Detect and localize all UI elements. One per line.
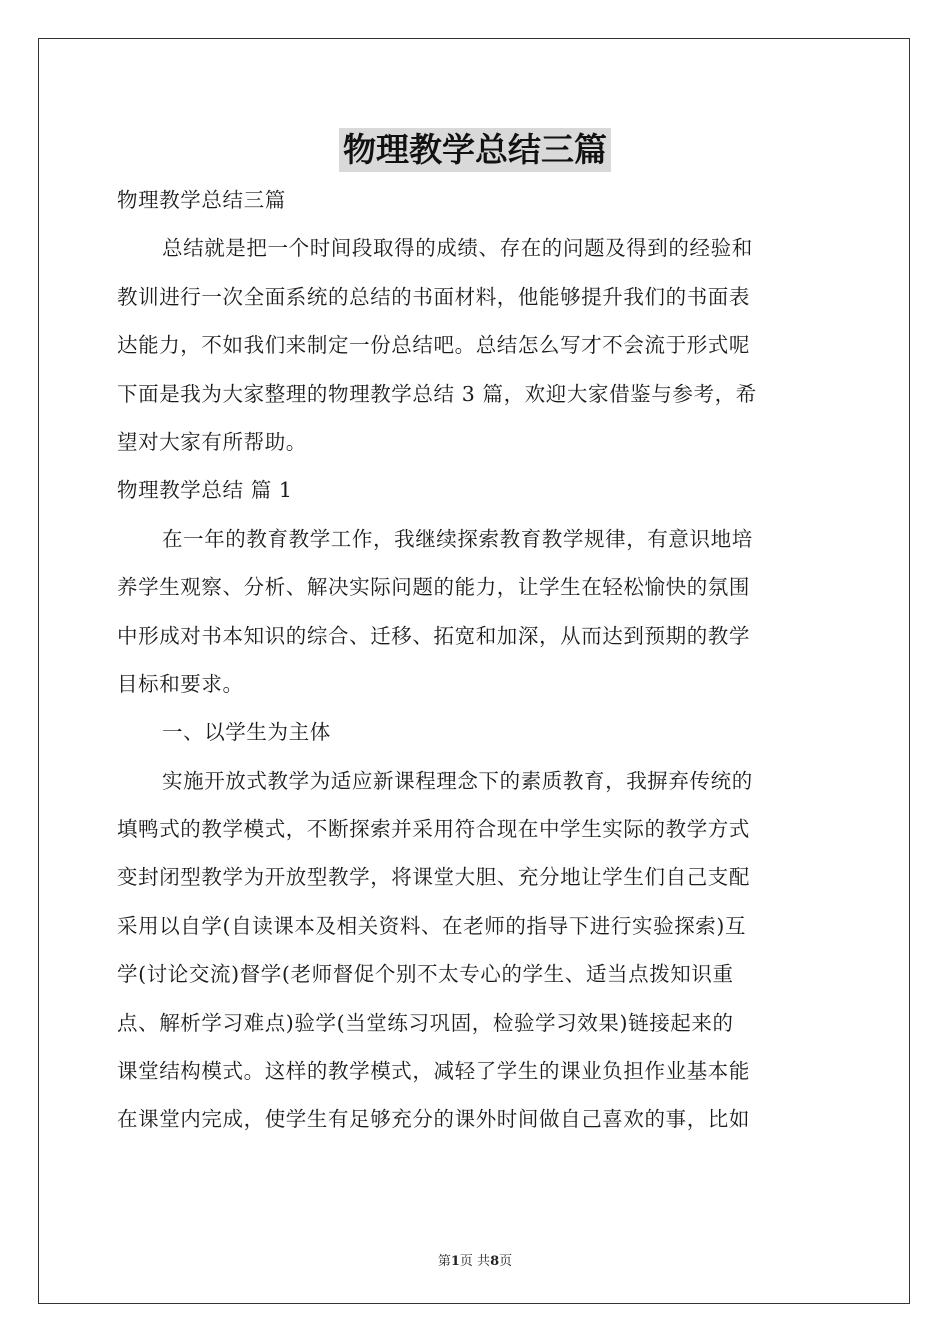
footer-prefix: 第 bbox=[437, 1254, 451, 1269]
document-title: 物理教学总结三篇 bbox=[339, 128, 611, 172]
page-footer bbox=[0, 1250, 950, 1269]
paragraph-line: 达能力，不如我们来制定一份总结吧。总结怎么写才不会流于形式呢 bbox=[117, 333, 750, 358]
paragraph-line: 在课堂内完成，使学生有足够充分的课外时间做自己喜欢的事，比如 bbox=[117, 1107, 750, 1132]
footer-suffix: 页 bbox=[499, 1254, 513, 1269]
footer-mid: 页 共 bbox=[459, 1254, 491, 1269]
section-heading: 物理教学总结 篇 1 bbox=[117, 478, 293, 503]
paragraph-line: 课堂结构模式。这样的教学模式，减轻了学生的课业负担作业基本能 bbox=[117, 1059, 750, 1084]
paragraph-line: 养学生观察、分析、解决实际问题的能力，让学生在轻松愉快的氛围 bbox=[117, 575, 750, 600]
subsection-heading: 一、以学生为主体 bbox=[162, 720, 331, 745]
paragraph-line: 总结就是把一个时间段取得的成绩、存在的问题及得到的经验和 bbox=[162, 236, 753, 261]
paragraph-line: 填鸭式的教学模式，不断探索并采用符合现在中学生实际的教学方式 bbox=[117, 817, 750, 842]
paragraph-line: 学(讨论交流)督学(老师督促个别不太专心的学生、适当点拨知识重 bbox=[117, 962, 734, 987]
paragraph-line: 目标和要求。 bbox=[117, 671, 244, 696]
paragraph-line: 点、解析学习难点)验学(当堂练习巩固，检验学习效果)链接起来的 bbox=[117, 1010, 734, 1035]
total-page-count: 8 bbox=[490, 1254, 500, 1269]
paragraph-line: 实施开放式教学为适应新课程理念下的素质教育，我摒弃传统的 bbox=[162, 768, 753, 793]
paragraph-line: 在一年的教育教学工作，我继续探索教育教学规律，有意识地培 bbox=[162, 526, 753, 551]
paragraph-line: 中形成对书本知识的综合、迁移、拓宽和加深，从而达到预期的教学 bbox=[117, 623, 750, 648]
paragraph-line: 采用以自学(自读课本及相关资料、在老师的指导下进行实验探索)互 bbox=[117, 913, 747, 938]
paragraph-line: 变封闭型教学为开放型教学，将课堂大胆、充分地让学生们自己支配 bbox=[117, 865, 750, 890]
subtitle-line: 物理教学总结三篇 bbox=[117, 188, 286, 212]
paragraph-line: 下面是我为大家整理的物理教学总结 3 篇，欢迎大家借鉴与参考，希 bbox=[117, 381, 757, 406]
document-body bbox=[117, 176, 833, 1144]
paragraph-line: 教训进行一次全面系统的总结的书面材料，他能够提升我们的书面表 bbox=[117, 284, 750, 309]
paragraph-line: 望对大家有所帮助。 bbox=[117, 429, 307, 454]
current-page-number: 1 bbox=[450, 1254, 460, 1269]
title-container bbox=[0, 128, 950, 172]
